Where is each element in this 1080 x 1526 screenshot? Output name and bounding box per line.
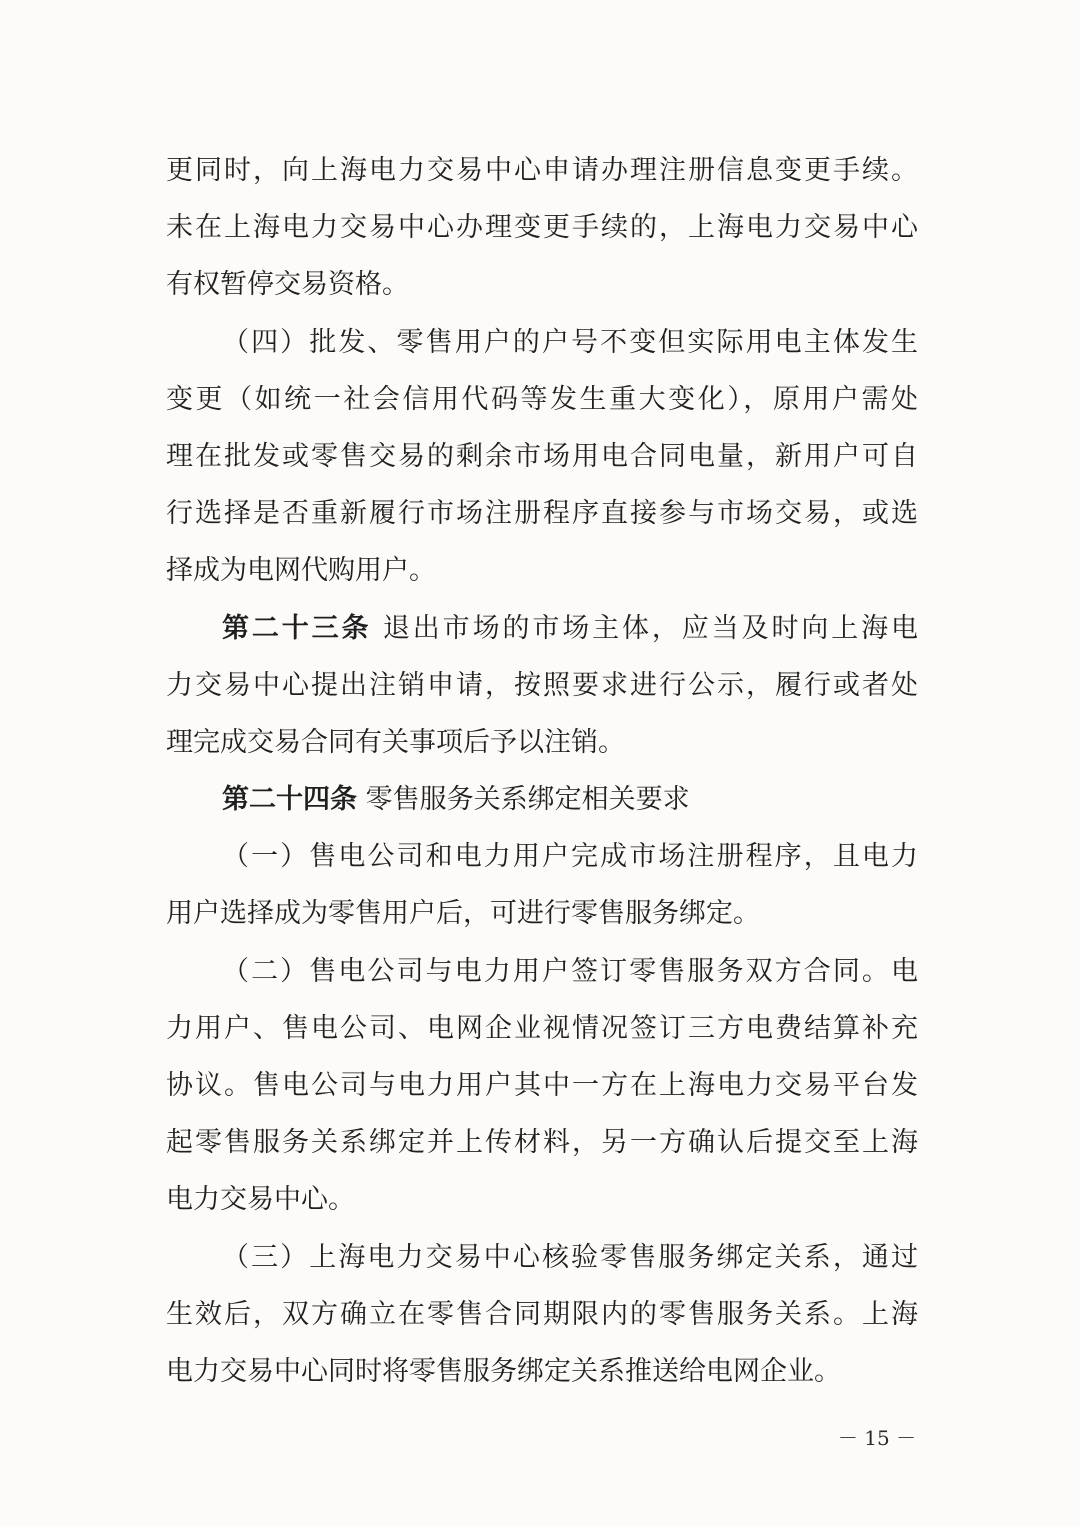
- body-text: [166, 142, 918, 1400]
- paragraph-line: 未在上海电力交易中心办理变更手续的，上海电力交易中心: [166, 212, 918, 244]
- article-24-text: 零售服务关系绑定相关要求: [357, 784, 690, 816]
- article-24-title: 第二十四条: [222, 784, 357, 816]
- paragraph-line: 起零售服务关系绑定并上传材料，另一方确认后提交至上海: [166, 1127, 918, 1159]
- paragraph-line: （三）上海电力交易中心核验零售服务绑定关系，通过: [222, 1241, 918, 1273]
- article-23-title: 第二十三条: [222, 612, 372, 644]
- paragraph-line: （一）售电公司和电力用户完成市场注册程序，且电力: [222, 841, 918, 873]
- paragraph-line: 协议。售电公司与电力用户其中一方在上海电力交易平台发: [166, 1070, 918, 1101]
- paragraph-line: （二）售电公司与电力用户签订零售服务双方合同。电: [222, 955, 918, 987]
- paragraph-line: 力交易中心提出注销申请，按照要求进行公示，履行或者处: [166, 669, 918, 701]
- article-23-heading-line: [166, 600, 918, 657]
- page-number: － 15 －: [837, 1426, 917, 1450]
- paragraph-line: 电力交易中心。: [166, 1184, 355, 1216]
- paragraph-line: 变更（如统一社会信用代码等发生重大变化），原用户需处: [166, 383, 918, 415]
- paragraph-line: 生效后，双方确立在零售合同期限内的零售服务关系。上海: [166, 1298, 918, 1330]
- paragraph-line: 理在批发或零售交易的剩余市场用电合同电量，新用户可自: [166, 440, 918, 472]
- article-23-text: 退出市场的市场主体，应当及时向上海电: [371, 612, 918, 644]
- paragraph-line: 行选择是否重新履行市场注册程序直接参与市场交易，或选: [166, 498, 918, 530]
- paragraph-line: 理完成交易合同有关事项后予以注销。: [166, 726, 625, 758]
- paragraph-line: 有权暂停交易资格。: [166, 269, 409, 301]
- paragraph-line: 电力交易中心同时将零售服务绑定关系推送给电网企业。: [166, 1355, 841, 1387]
- paragraph-line: 择成为电网代购用户。: [166, 555, 436, 587]
- paragraph-line: 力用户、售电公司、电网企业视情况签订三方电费结算补充: [166, 1012, 918, 1044]
- paragraph-line: （四）批发、零售用户的户号不变但实际用电主体发生: [222, 326, 918, 358]
- paragraph-line: 用户选择成为零售用户后，可进行零售服务绑定。: [166, 898, 760, 930]
- article-24-heading-line: [166, 771, 918, 828]
- paragraph-line: 更同时，向上海电力交易中心申请办理注册信息变更手续。: [166, 155, 918, 186]
